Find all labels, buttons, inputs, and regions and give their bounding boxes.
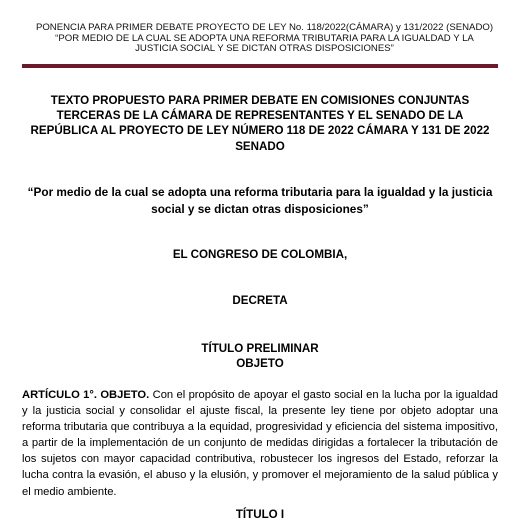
page-header [22, 23, 507, 55]
article-1-body: Con el propósito de apoyar el gasto social en la lucha por la igualdad y la justicia social y consolidar el ajuste fiscal, la presente ley tiene por objeto adoptar una reforma tributaria que contribuya a la equidad, progresividad y eficiencia del sistema impositivo, a partir de la implementación de un conjunto de medidas dirigidas a fortalecer la tributación de los sujetos con mayor capacidad contributiva, robustecer los ingresos del Estado, reforzar la lucha contra la evasión, el abuso y la elusión, y promover el mejoramiento de la salud pública y el medio ambiente. [22, 389, 498, 498]
next-title: TÍTULO I [235, 508, 285, 521]
document-title: TEXTO PROPUESTO PARA PRIMER DEBATE EN COMISIONES CONJUNTAS TERCERAS DE LA CÁMARA DE REPRESENTANTES Y EL SENADO DE LA REPÚBLICA AL PROYECTO DE LEY NÚMERO 118 DE 2022 CÁMARA Y 131 DE 2022 SENADO [30, 94, 490, 153]
header-line-2: “POR MEDIO DE LA CUAL SE ADOPTA UNA REFORMA TRIBUTARIA PARA LA IGUALDAD Y LA [55, 32, 474, 44]
preliminary-title: TÍTULO PRELIMINAR [201, 342, 319, 355]
header-line-1: PONENCIA PARA PRIMER DEBATE PROYECTO DE LEY No. 118/2022(CÁMARA) y 131/2022 (SENADO) [35, 22, 494, 33]
article-1-lead: ARTÍCULO 1°. OBJETO. [22, 389, 150, 401]
congress-heading: EL CONGRESO DE COLOMBIA, [172, 248, 348, 261]
article-1 [22, 387, 498, 500]
decree-heading: DECRETA [232, 294, 288, 307]
header-divider [22, 64, 498, 68]
law-subtitle: “Por medio de la cual se adopta una reforma tributaria para la igualdad y la justicia social y se dictan otras disposiciones” [27, 185, 493, 216]
header-line-3: JUSTICIA SOCIAL Y SE DICTAN OTRAS DISPOSICIONES” [135, 43, 394, 54]
object-heading: OBJETO [236, 357, 284, 370]
